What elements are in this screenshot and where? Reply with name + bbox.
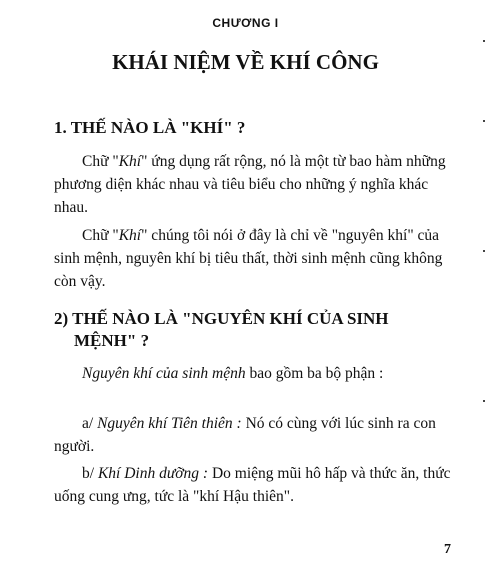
chapter-label: CHƯƠNG I [212,16,279,30]
text-run: " ứng dụng rất rộng, nó là một từ bao hàm những phương diện khác nhau và tiêu biểu cho những ý nghĩa khác nhau. [54,153,446,216]
text-run: Nó có cùng với lúc sinh ra con người. [54,415,436,455]
scan-speck [483,120,485,122]
text-run: Do miệng mũi hô hấp và thức ăn, thức uống cung ưng, tức là "khí Hậu thiên". [54,465,451,505]
text-run: " chúng tôi nói ở đây là chỉ về "nguyên khí" của sinh mệnh, nguyên khí bị tiêu thất, thời sinh mệnh cũng không còn vậy. [54,227,443,290]
section-2-heading [54,308,454,352]
section-1-paragraph-2 [54,224,454,293]
section-2-heading-line-2: MỆNH" ? [74,331,150,350]
text-run-italic: Khí [118,227,142,244]
text-run-italic: Nguyên khí Tiên thiên : [97,415,242,432]
section-1-paragraph-1 [54,150,454,219]
text-run-italic: Nguyên khí của sinh mệnh [82,365,246,382]
text-run: Chữ " [82,227,119,244]
section-1-heading: 1. THẾ NÀO LÀ "KHÍ" ? [54,118,246,137]
scan-speck [483,40,485,42]
text-run: bao gồm ba bộ phận : [245,365,384,382]
section-2-item-a [54,412,454,458]
page-number: 7 [444,542,451,557]
section-2-item-b [54,462,454,508]
text-run: a/ [82,415,98,432]
section-2-heading-line-1: 2) THẾ NÀO LÀ "NGUYÊN KHÍ CỦA SINH [54,309,389,328]
text-run-italic: Khí [118,153,142,170]
text-run-italic: Khí Dinh dưỡng : [97,465,209,482]
scan-speck [483,250,485,252]
text-run: b/ [82,465,98,482]
scan-speck [483,400,485,402]
text-run: Chữ " [82,153,119,170]
chapter-title: KHÁI NIỆM VỀ KHÍ CÔNG [112,50,379,74]
section-2-intro [54,362,454,385]
